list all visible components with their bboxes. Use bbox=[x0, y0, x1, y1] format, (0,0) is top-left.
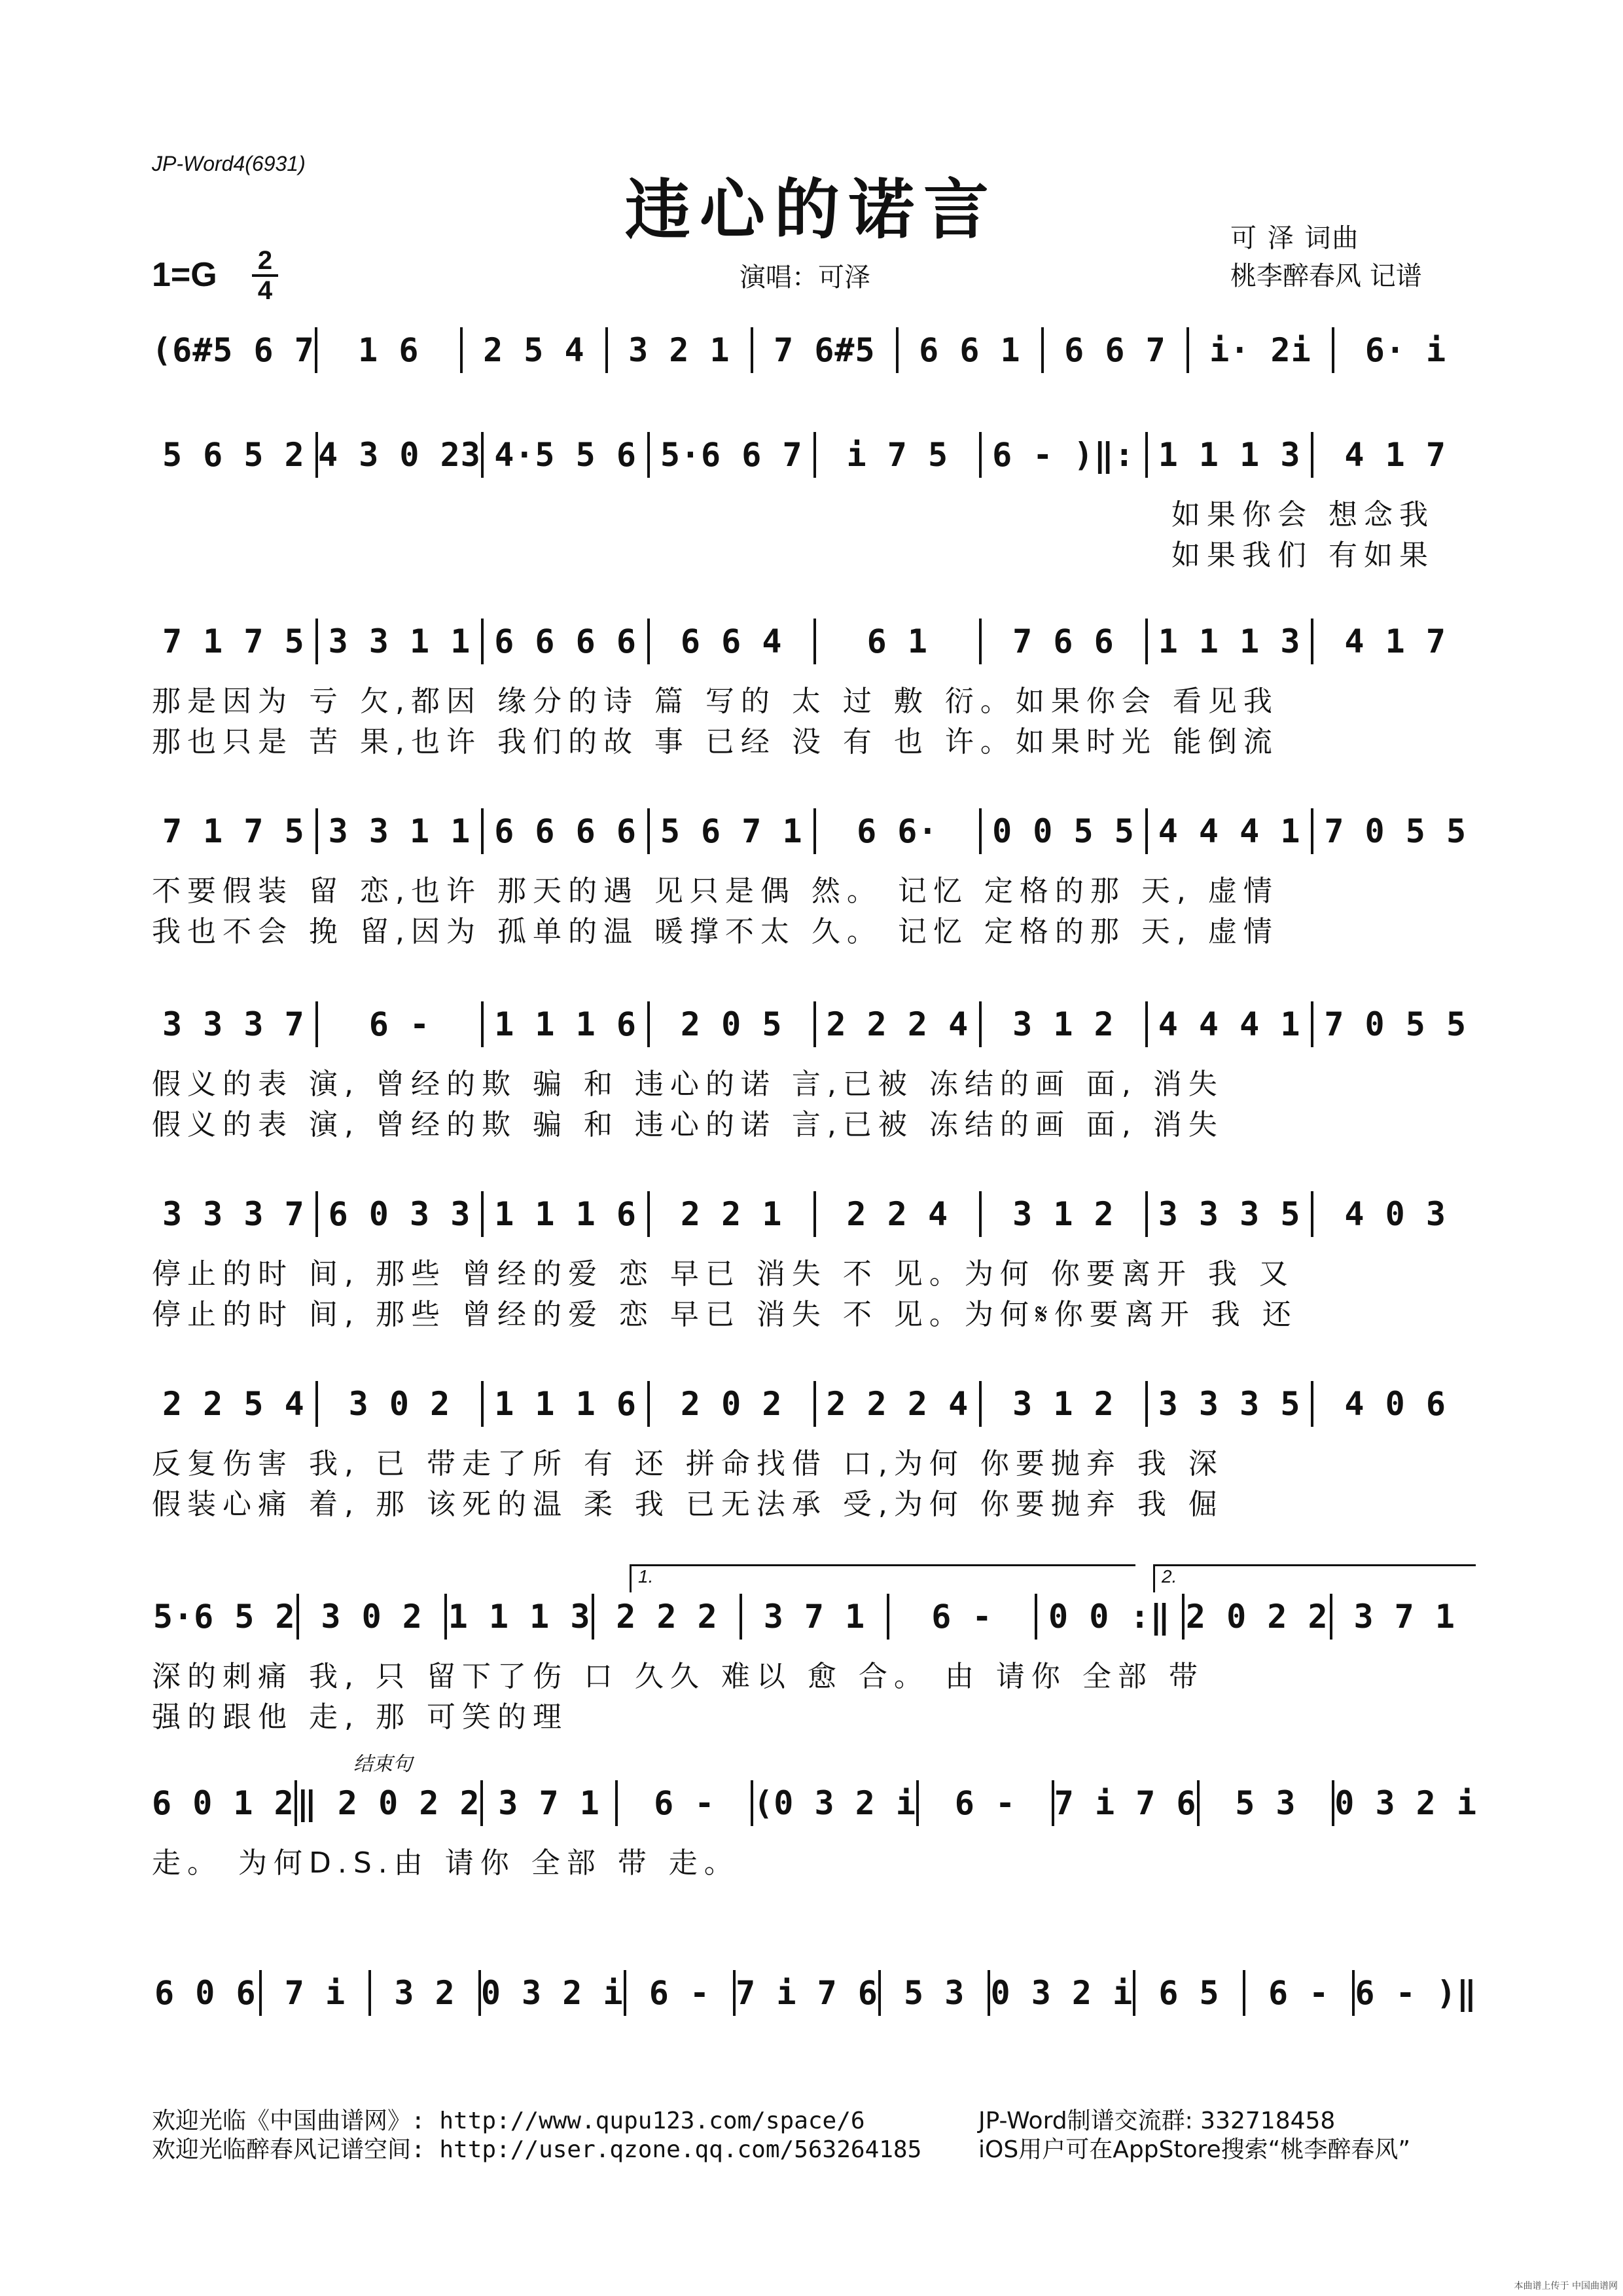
notation-row bbox=[152, 1780, 1477, 1826]
measure: 7 1 7 5 bbox=[162, 622, 305, 660]
measure: 5 3 bbox=[1235, 1784, 1296, 1822]
measure: 2 2 4 bbox=[846, 1195, 949, 1233]
page-title: 违心的诺言 bbox=[625, 171, 998, 248]
time-signature bbox=[252, 247, 278, 304]
measure: 2 2 2 bbox=[616, 1598, 718, 1636]
footer-link-2[interactable]: 欢迎光临醉春风记谱空间: http://user.qzone.qq.com/563264185 bbox=[152, 2136, 922, 2163]
measure: 3 0 2 bbox=[348, 1385, 451, 1423]
score-line bbox=[152, 1001, 1477, 1060]
measure: 3 0 2 bbox=[321, 1598, 423, 1636]
lyric-row: 假义的表 演, 曾经的欺 骗 和 违心的诺 言,已被 冻结的画 面, 消失 bbox=[152, 1067, 1224, 1101]
measure: 3 3 1 1 bbox=[328, 812, 471, 850]
notation-row bbox=[152, 619, 1477, 664]
score-line bbox=[152, 1381, 1477, 1440]
volta-2: 2. bbox=[1153, 1564, 1476, 1592]
measure: 6 6 7 bbox=[1064, 331, 1166, 369]
measure: 6 6 1 bbox=[919, 331, 1021, 369]
measure: 2 0 5 bbox=[680, 1005, 783, 1043]
measure: 3 2 1 bbox=[628, 331, 730, 369]
score-line bbox=[152, 808, 1477, 867]
measure: 1 1 1 6 bbox=[494, 1195, 637, 1233]
measure: 6 0 6 bbox=[154, 1974, 257, 2012]
score-line bbox=[152, 1780, 1477, 1839]
measure: 6 - )‖: bbox=[992, 436, 1135, 474]
measure: 3 1 2 bbox=[1012, 1195, 1115, 1233]
measure: 1 6 bbox=[358, 331, 419, 369]
notation-row bbox=[152, 432, 1477, 478]
measure: 3 7 1 bbox=[498, 1784, 600, 1822]
measure: 0 3 2 i bbox=[990, 1974, 1133, 2012]
measure: 1 1 1 6 bbox=[494, 1005, 637, 1043]
footer-link-1[interactable]: 欢迎光临《中国曲谱网》: http://www.qupu123.com/space/6 bbox=[152, 2108, 865, 2134]
measure: 3 3 3 5 bbox=[1158, 1195, 1301, 1233]
measure: 0 0 :‖ bbox=[1048, 1598, 1171, 1636]
notation-row bbox=[152, 1001, 1477, 1047]
measure: 3 3 1 1 bbox=[328, 622, 471, 660]
measure: 4 4 4 1 bbox=[1158, 812, 1301, 850]
measure: 7 6#5 bbox=[774, 331, 876, 369]
lyric-row: 停止的时 间, 那些 曾经的爱 恋 早已 消失 不 见。为何 你要离开 我 又 bbox=[152, 1257, 1294, 1291]
lyric-row: 走。 为何D.S.由 请你 全部 带 走。 bbox=[152, 1846, 740, 1880]
notation-row bbox=[152, 1191, 1477, 1237]
measure: 6 6 4 bbox=[680, 622, 783, 660]
measure: 6 5 bbox=[1158, 1974, 1220, 2012]
measure: 6 0 1 2 bbox=[152, 1784, 294, 1822]
notation-row bbox=[152, 1594, 1477, 1640]
footer-ios-info: iOS用户可在AppStore搜索“桃李醉春风” bbox=[978, 2136, 1410, 2163]
measure: 6 - bbox=[654, 1784, 715, 1822]
measure: 0 0 5 5 bbox=[992, 812, 1135, 850]
lyric-row: 深的刺痛 我, 只 留下了伤 口 久久 难以 愈 合。 由 请你 全部 带 bbox=[152, 1660, 1204, 1693]
measure: 5 3 bbox=[904, 1974, 965, 2012]
measure: 3 2 bbox=[394, 1974, 455, 2012]
score-line bbox=[152, 432, 1477, 491]
footer-group-info: JP-Word制谱交流群: 332718458 bbox=[978, 2108, 1336, 2134]
notation-row bbox=[152, 808, 1477, 854]
volta-1: 1. bbox=[630, 1564, 1135, 1592]
measure: 2 2 2 4 bbox=[826, 1005, 969, 1043]
measure: 4 0 6 bbox=[1344, 1385, 1446, 1423]
measure: 4 1 7 bbox=[1344, 436, 1446, 474]
measure: 1 1 1 3 bbox=[1158, 436, 1301, 474]
measure: 7 i 7 6 bbox=[736, 1974, 878, 2012]
measure: 6 1 bbox=[866, 622, 928, 660]
notation-row bbox=[152, 327, 1477, 373]
measure: (0 3 2 i bbox=[753, 1784, 917, 1822]
measure: 2 2 5 4 bbox=[162, 1385, 305, 1423]
time-signature-bottom: 4 bbox=[257, 276, 273, 305]
measure: 3 3 3 5 bbox=[1158, 1385, 1301, 1423]
measure: 1 1 1 6 bbox=[494, 1385, 637, 1423]
measure: 6 6· bbox=[857, 812, 938, 850]
lyric-row: 假装心痛 着, 那 该死的温 柔 我 已无法承 受,为何 你要抛弃 我 倔 bbox=[152, 1488, 1224, 1521]
measure: 2 2 2 4 bbox=[826, 1385, 969, 1423]
lyric-row: 反复伤害 我, 已 带走了所 有 还 拼命找借 口,为何 你要抛弃 我 深 bbox=[152, 1447, 1224, 1480]
measure: 4 3 0 23 bbox=[318, 436, 481, 474]
measure: 6 - bbox=[368, 1005, 431, 1043]
measure: 1 1 1 3 bbox=[448, 1598, 591, 1636]
measure: 2 0 2 2 bbox=[1185, 1598, 1329, 1636]
score-line bbox=[152, 327, 1477, 386]
measure: 7 i 7 6 bbox=[1054, 1784, 1197, 1822]
notation-row bbox=[152, 1381, 1477, 1427]
measure: 5 6 7 1 bbox=[660, 812, 803, 850]
key-signature: 1=G bbox=[152, 256, 217, 294]
measure: 6 - bbox=[931, 1598, 993, 1636]
lyric-row: 如果你会 想念我 bbox=[1171, 498, 1435, 531]
measure: 4 4 4 1 bbox=[1158, 1005, 1301, 1043]
software-tag: JP-Word4(6931) bbox=[152, 152, 306, 175]
measure: 5·6 6 7 bbox=[660, 436, 803, 474]
lyricist-composer-credit: 可 泽 词曲 bbox=[1230, 223, 1360, 253]
time-signature-top: 2 bbox=[257, 246, 273, 275]
score-line bbox=[152, 1594, 1477, 1653]
score-line bbox=[152, 619, 1477, 677]
measure: 1 1 1 3 bbox=[1158, 622, 1301, 660]
measure: 2 2 1 bbox=[680, 1195, 783, 1233]
measure: 6 6 6 6 bbox=[494, 812, 637, 850]
measure: 6 - bbox=[954, 1784, 1016, 1822]
measure: 6 6 6 6 bbox=[494, 622, 637, 660]
transcriber-credit: 桃李醉春风 记谱 bbox=[1230, 261, 1422, 291]
lyric-row: 我也不会 挽 留,因为 孤单的温 暖撑不太 久。 记忆 定格的那 天, 虚情 bbox=[152, 915, 1279, 948]
measure: 5·6 5 2 bbox=[152, 1598, 296, 1636]
measure: 7 i bbox=[284, 1974, 346, 2012]
measure: 6 - bbox=[1268, 1974, 1330, 2012]
measure: i· 2i bbox=[1209, 331, 1311, 369]
measure: i 7 5 bbox=[846, 436, 949, 474]
score-line bbox=[152, 1970, 1477, 2029]
ending-label: 结束句 bbox=[353, 1753, 412, 1775]
lyric-row: 假义的表 演, 曾经的欺 骗 和 违心的诺 言,已被 冻结的画 面, 消失 bbox=[152, 1108, 1224, 1141]
measure: 5 6 5 2 bbox=[162, 436, 305, 474]
measure: (6#5 6 7 bbox=[152, 331, 315, 369]
measure: 3 7 1 bbox=[1353, 1598, 1455, 1636]
singer-credit: 演唱：可泽 bbox=[740, 262, 870, 293]
lyric-row: 那是因为 亏 欠,都因 缘分的诗 篇 写的 太 过 敷 衍。如果你会 看见我 bbox=[152, 685, 1279, 718]
measure: 7 0 5 5 bbox=[1324, 1005, 1467, 1043]
measure: ‖ 2 0 2 2 bbox=[296, 1784, 480, 1822]
measure: 4·5 5 6 bbox=[494, 436, 637, 474]
measure: 4 0 3 bbox=[1344, 1195, 1446, 1233]
lyric-row: 不要假装 留 恋,也许 那天的遇 见只是偶 然。 记忆 定格的那 天, 虚情 bbox=[152, 874, 1279, 908]
measure: 2 5 4 bbox=[483, 331, 585, 369]
lyric-row: 如果我们 有如果 bbox=[1171, 539, 1435, 572]
measure: 0 3 2 i bbox=[1334, 1784, 1477, 1822]
notation-row bbox=[152, 1970, 1477, 2016]
lyric-row: 停止的时 间, 那些 曾经的爱 恋 早已 消失 不 见。为何𝄋你要离开 我 还 bbox=[152, 1298, 1298, 1331]
lyric-row: 那也只是 苦 果,也许 我们的故 事 已经 没 有 也 许。如果时光 能倒流 bbox=[152, 725, 1279, 759]
measure: 6 - )‖ bbox=[1355, 1974, 1478, 2012]
measure: 7 1 7 5 bbox=[162, 812, 305, 850]
measure: 3 7 1 bbox=[763, 1598, 866, 1636]
lyric-row: 强的跟他 走, 那 可笑的理 bbox=[152, 1700, 568, 1734]
upload-credit: 本曲谱上传于 中国曲谱网 bbox=[1514, 2281, 1618, 2291]
measure: 6 - bbox=[649, 1974, 710, 2012]
measure: 3 3 3 7 bbox=[162, 1195, 305, 1233]
measure: 4 1 7 bbox=[1344, 622, 1446, 660]
measure: 3 1 2 bbox=[1012, 1385, 1115, 1423]
measure: 3 1 2 bbox=[1012, 1005, 1115, 1043]
measure: 7 0 5 5 bbox=[1324, 812, 1467, 850]
measure: 3 3 3 7 bbox=[162, 1005, 305, 1043]
measure: 6 0 3 3 bbox=[328, 1195, 471, 1233]
measure: 7 6 6 bbox=[1012, 622, 1115, 660]
measure: 0 3 2 i bbox=[480, 1974, 624, 2012]
measure: 6· i bbox=[1364, 331, 1447, 369]
score-line bbox=[152, 1191, 1477, 1250]
measure: 2 0 2 bbox=[680, 1385, 783, 1423]
